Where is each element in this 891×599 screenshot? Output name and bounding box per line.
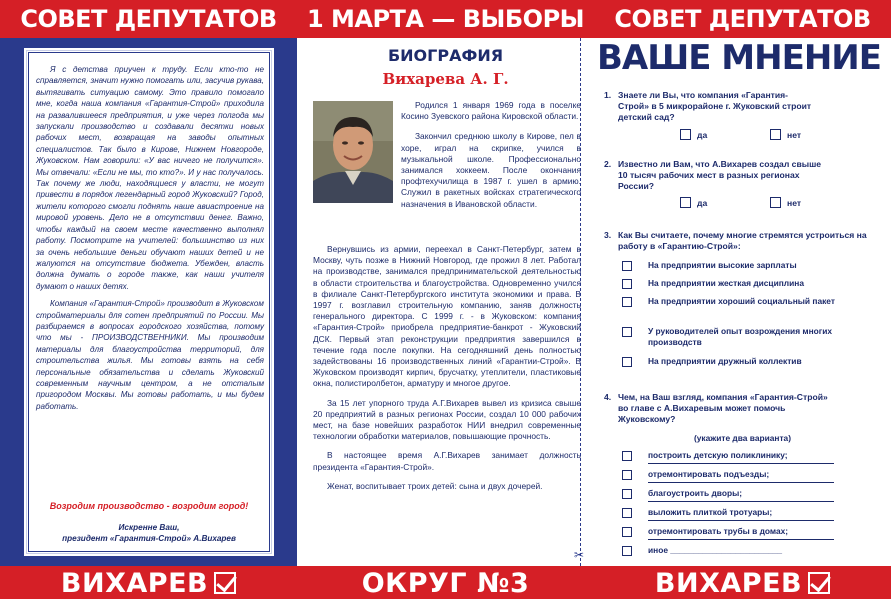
option-label: иное ________________________ <box>648 545 783 555</box>
bio-intro <box>401 100 581 219</box>
question-number: 3. <box>604 230 612 240</box>
yes-label: да <box>697 130 708 140</box>
bio-paragraph: За 15 лет упорного труда А.Г.Вихарев вывел из кризиса свыше 20 предприятий в разных регионах России, создал 10 000 рабочих мест, на базе новейших разработок НИИ внедрил современные технологии обработки материалов, повышающие прочность. <box>313 397 581 442</box>
letter-frame <box>22 46 276 558</box>
yes-label: да <box>697 198 708 208</box>
question-number: 2. <box>604 159 612 169</box>
question-4 <box>604 392 884 428</box>
footer-left <box>0 566 297 599</box>
question-text: Известно ли Вам, что А.Вихарев создал свыше 10 тысяч рабочих мест в разных регионах России? <box>618 159 822 192</box>
letter-slogan: Возродим производство - возродим город! <box>49 501 249 511</box>
bio-paragraph: Вернувшись из армии, переехал в Санкт-Петербург, затем в Москву, чуть позже в Нижний Новгород, где прожил 8 лет. Работал на производстве, занимался предпринимательской деятельностью в области строительства и благоустройства. Одновременно учился в филиале Санкт-Петербургского института экономики и права. В 1997 г. возглавил строительную компанию, заняв должность генерального директора. С 1999 г. - в Жуковском: компания «Гарантия-Строй» приобрела предприятие-банкрот - Жуковский ДСК. Первый этап реконструкции предприятия завершился в течение года после покупки. На сегодняшний день полностью задействованы 16 производственных линий «Гарантии-Строй». В Жуковском производят кирпич, брусчатку, утеплители, пластиковые окна, полистиролбетон, арматуру и многое другое. <box>313 244 581 389</box>
footer-center: ОКРУГ №3 <box>361 568 530 599</box>
candidate-photo <box>313 101 393 203</box>
letter-signature <box>24 522 274 544</box>
checkbox[interactable] <box>770 197 781 208</box>
no-label: нет <box>787 130 802 140</box>
option-label: На предприятии высокие зарплаты <box>648 260 797 270</box>
bio-paragraph: Женат, воспитывает троих детей: сына и двух дочерей. <box>327 480 543 491</box>
question-1 <box>604 90 884 126</box>
header-right: СОВЕТ ДЕПУТАТОВ <box>614 5 871 33</box>
checkbox[interactable] <box>622 327 632 337</box>
option-label: На предприятии жесткая дисциплина <box>648 278 804 288</box>
option-label: отремонтировать подъезды; <box>648 469 834 483</box>
biography-panel <box>297 38 594 566</box>
question-3 <box>604 230 884 254</box>
top-banner <box>0 0 891 38</box>
letter-panel <box>0 38 297 566</box>
option-label: У руководителей опыт возрождения многих производств <box>648 326 833 348</box>
letter-text <box>36 64 264 418</box>
scissors-icon: ✂ <box>574 548 585 562</box>
bio-body <box>313 244 581 500</box>
checkbox[interactable] <box>680 197 691 208</box>
checkbox[interactable] <box>622 279 632 289</box>
signature-line: президент «Гарантия-Строй» А.Вихарев <box>62 534 236 543</box>
bio-paragraph: Родился 1 января 1969 года в поселке Косино Зуевского района Кировской области. <box>401 100 581 122</box>
signature-line: Искренне Ваш, <box>118 523 180 532</box>
checkbox[interactable] <box>770 129 781 140</box>
bio-paragraph: Закончил среднюю школу в Кирове, пел в хоре, играл на скрипке, учился в музыкальной школе. Профессионально занимался хоккеем. После окончания профтехучилища в 1987 г. ушел в армию. Служил в ракетных войсках стратегического назначения в Ивановской области. <box>401 131 581 209</box>
question-text: Как Вы считаете, почему многие стремятся устроиться на работу в «Гарантию-Строй»: <box>618 230 867 252</box>
option-label: отремонтировать трубы в домах; <box>648 526 834 540</box>
checkbox[interactable] <box>680 129 691 140</box>
header-center: 1 МАРТА — ВЫБОРЫ <box>306 5 585 33</box>
q2-no-option[interactable] <box>770 197 801 208</box>
option-label: На предприятии хороший социальный пакет <box>648 296 835 306</box>
header-left: СОВЕТ ДЕПУТАТОВ <box>20 5 277 33</box>
checkbox[interactable] <box>622 470 632 480</box>
checkbox[interactable] <box>622 508 632 518</box>
q1-no-option[interactable] <box>770 129 801 140</box>
checkbox[interactable] <box>622 489 632 499</box>
bio-paragraph: В настоящее время А.Г.Вихарев занимает должность президента «Гарантия-Строй». <box>313 450 581 472</box>
opinion-panel <box>594 38 891 566</box>
option-label: благоустроить дворы; <box>648 488 834 502</box>
footer-name: ВИХАРЕВ <box>60 568 209 599</box>
question-2 <box>604 159 884 195</box>
checkbox[interactable] <box>622 451 632 461</box>
checkbox[interactable] <box>622 297 632 307</box>
bio-title: БИОГРАФИЯ <box>387 46 504 65</box>
footer-right <box>594 566 891 599</box>
letter-paragraph: Компания «Гарантия-Строй» производит в Жуковском стройматериалы для сотен предприятий по России. Мы разбираемся в вопросах городского хозяйства, потому что мы - ПРОИЗВОДСТВЕННИКИ. Мы производим материалы для благоустройства территорий, для строительства жилья. Мы готовы взять на себя персональные обязательства и сделать Жуковский современным научным центром, а не отсталым пригородом Москвы. Мы готовы работать, и мы будем работать. <box>36 299 264 411</box>
letter-paragraph: Я с детства приучен к труду. Если кто-то не справляется, значит нужно помогать или, засучив рукава, вытягивать ситуацию самому. Это правило помогало мне, когда наша компания «Гарантия-Строй» приходила на развалившееся предприятия, и уже через полгода мы запускали производство и создавали десятки новых рабочих мест, возвращая на заводы опытных специалистов. Так было в Кирове, Нижнем Новгороде, Жуковском. Нам говорили: «У вас ничего не получится». Мы отвечали: «Если не мы, то кто?». И у нас получалось. Так почему же люди, находящиеся у власти, не могут привести в порядок легендарный город Жуковский? Город, жители которого смогли поднять наше авиастроение на мировой уровень. Дело не в отсутствии денег. Важно, чтобы каждый на своем месте качественно выполнял работу. Посмотрите на учителей: большинство из них за очень небольшие деньги обучают наших детей и не жалуются на отсутствие бюджета. Убежден, власть должна думать о городе также, как наши учителя думают о наших детях. <box>36 65 264 291</box>
question-text: Чем, на Ваш взгляд, компания «Гарантия-Строй» во главе с А.Вихаревым может помочь Жуковскому? <box>618 392 828 425</box>
q2-yes-option[interactable] <box>680 197 707 208</box>
bottom-banner <box>0 566 891 599</box>
question-number: 4. <box>604 392 612 402</box>
question-4-note: (укажите два варианта) <box>693 433 792 443</box>
bio-name: Вихарева А. Г. <box>382 70 509 88</box>
checkbox[interactable] <box>622 357 632 367</box>
portrait-image <box>313 101 393 203</box>
option-label: построить детскую поликлинику; <box>648 450 834 464</box>
checkmark-icon <box>214 572 236 594</box>
q1-yes-option[interactable] <box>680 129 707 140</box>
option-label: выложить плиткой тротуары; <box>648 507 834 521</box>
option-label: На предприятии дружный коллектив <box>648 356 802 366</box>
footer-name: ВИХАРЕВ <box>654 568 803 599</box>
checkbox[interactable] <box>622 261 632 271</box>
question-text: Знаете ли Вы, что компания «Гарантия-Строй» в 5 микрорайоне г. Жуковский строит детский сад? <box>618 90 812 123</box>
checkmark-icon <box>808 572 830 594</box>
no-label: нет <box>787 198 802 208</box>
cut-line <box>580 38 581 566</box>
question-number: 1. <box>604 90 612 100</box>
opinion-title: ВАШЕ МНЕНИЕ <box>597 38 881 78</box>
checkbox[interactable] <box>622 527 632 537</box>
checkbox[interactable] <box>622 546 632 556</box>
